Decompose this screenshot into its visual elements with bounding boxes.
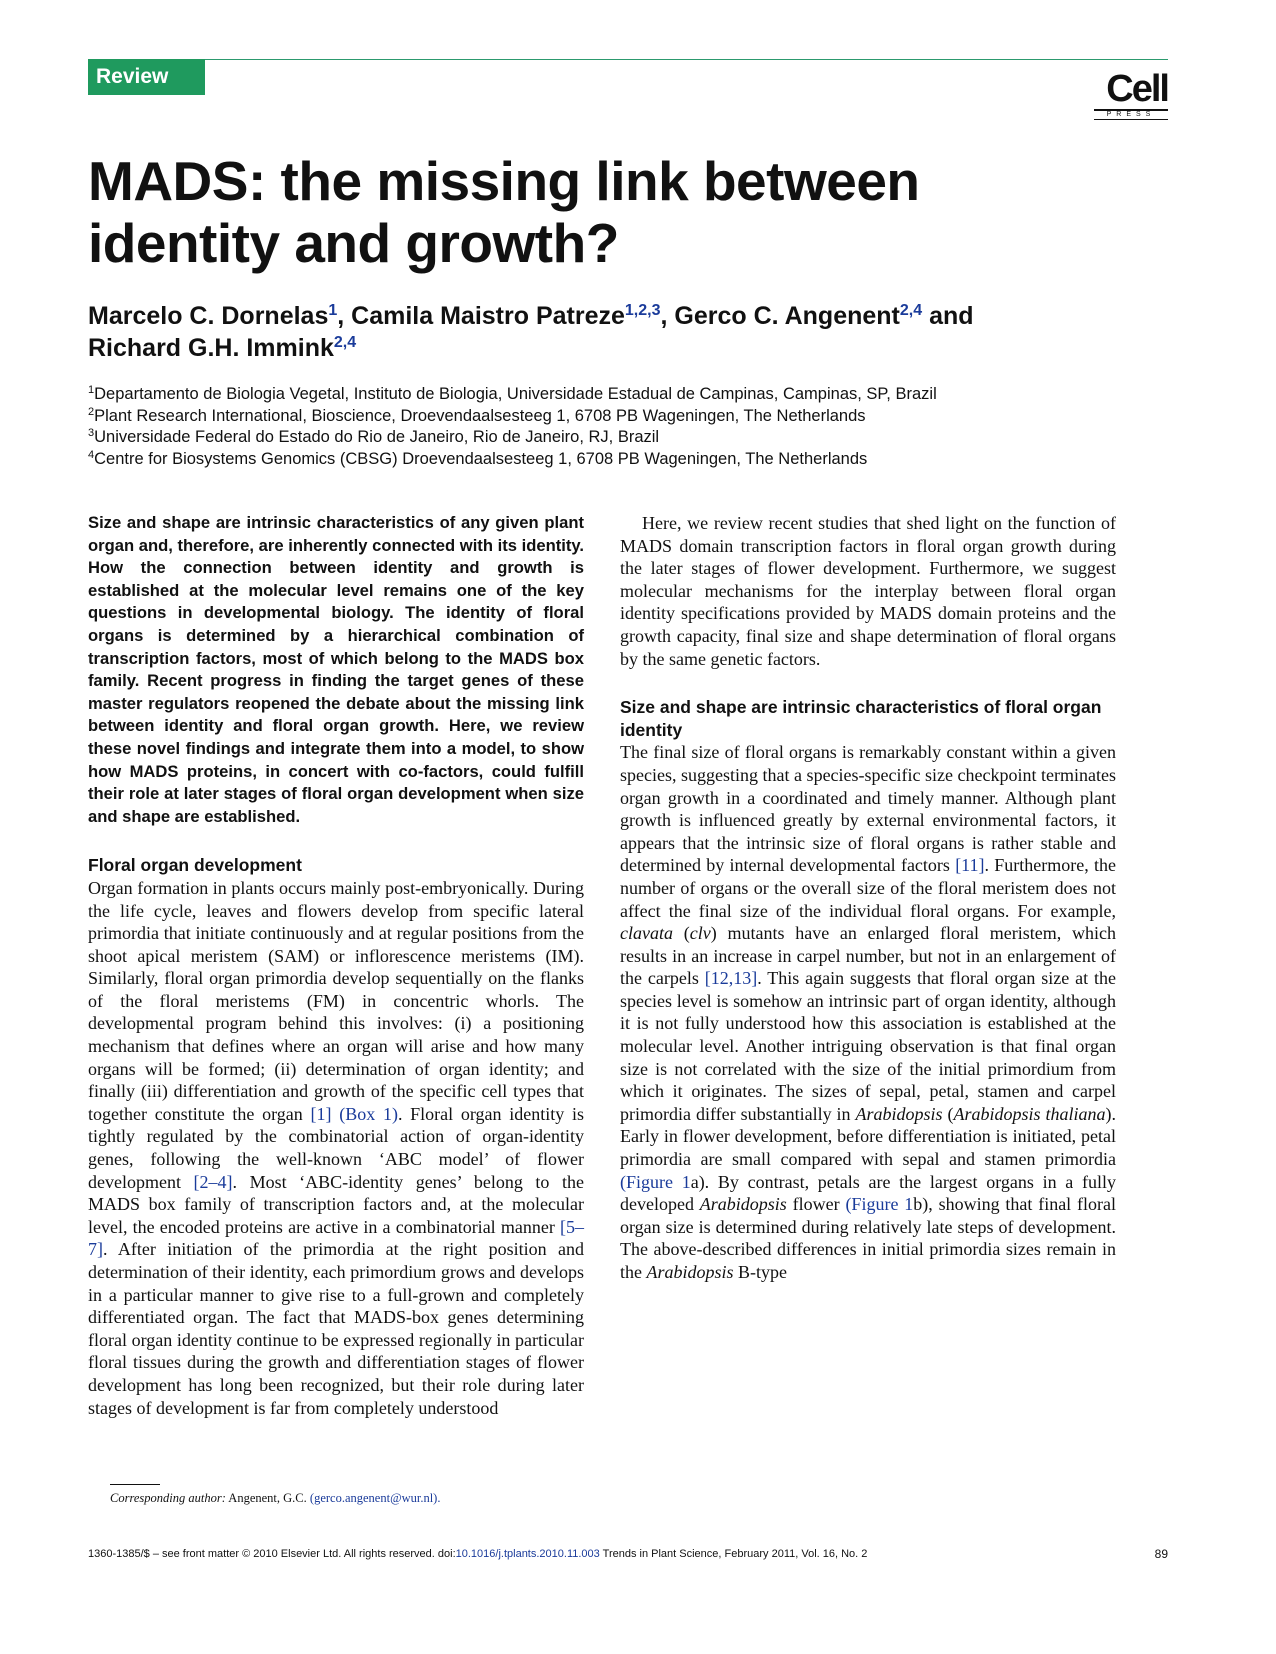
body-paragraph xyxy=(88,877,584,1419)
text-run: b), showing that final floral organ size is determined during relatively late steps of development. The above-described differences in initial primordia sizes remain in the xyxy=(620,1194,1116,1282)
species-name: Arabidopsis xyxy=(646,1262,734,1282)
author-affiliation-ref[interactable]: 2,4 xyxy=(899,302,923,319)
citation-link[interactable]: [5–7] xyxy=(88,1216,584,1260)
author-name: Marcelo C. Dornelas xyxy=(88,302,329,330)
text-run: . After initiation of the primordia at the right position and determination of their identity, each primordium grows and develops in a particular manner to give rise to a full-grown and completely differentiated organ. The fact that MADS-box genes determining floral organ identity continue to be expressed regionally in particular floral tissues during the growth and differentiation stages of flower development has long been recognized, but their role during later stages of development is far from completely understood xyxy=(88,1239,584,1418)
left-column xyxy=(88,512,584,1419)
species-name: Arabidopsis xyxy=(855,1103,943,1124)
section-heading: Floral organ development xyxy=(88,855,302,876)
affiliation-number: 3 xyxy=(88,427,95,439)
author-name: Camila Maistro Patreze xyxy=(351,302,625,330)
figure-link[interactable]: (Figure 1 xyxy=(845,1194,914,1215)
cell-press-logo xyxy=(1094,70,1168,120)
title-line-2: identity and growth? xyxy=(88,212,619,274)
doi-link[interactable]: 10.1016/j.tplants.2010.11.003 xyxy=(455,1548,600,1560)
affiliation-number: 2 xyxy=(88,405,95,418)
footnote-name: Angenent, G.C. xyxy=(225,1491,310,1505)
text-run: ( xyxy=(672,923,690,944)
text-run: ) mutants have an enlarged floral meristem, which results in an increase in carpel number, but not in an enlargement of the carpels xyxy=(620,923,1117,989)
email-link[interactable]: (gerco.angenent@wur.nl). xyxy=(309,1491,441,1505)
text-run: . Furthermore, the number of organs or the overall size of the floral meristem does not affect the final size of the individual floral organs. For example, xyxy=(620,855,1117,921)
corresponding-author-note xyxy=(110,1490,440,1506)
text-run: Organ formation in plants occurs mainly post-embryonically. During the life cycle, leaves and flowers develop from specific lateral primordia that initiate continuously and at regular positions from the shoot apical meristem (SAM) or inflorescence meristems (IM). Similarly, floral organ primordia develop sequentially on the flanks of the floral meristems (FM) in concentric whorls. The developmental program behind this involves: (i) a positioning mechanism that defines where an organ will arise and how many organs will be formed; (ii) determination of organ identity; and finally (iii) differentiation and growth of the specific cell types that together constitute the organ xyxy=(88,877,584,1124)
section-heading: Size and shape are intrinsic characteristics of floral organ identity xyxy=(620,697,1102,740)
affiliation-text: Plant Research International, Bioscience, Droevendaalsesteeg 1, 6708 PB Wageningen, The Netherlands xyxy=(94,406,866,425)
author-name: Richard G.H. Immink xyxy=(88,334,334,362)
footer-journal: Trends in Plant Science, February 2011, Vol. 16, No. 2 xyxy=(599,1548,868,1560)
author-affiliation-ref[interactable]: 1,2,3 xyxy=(624,302,661,319)
title-line-1: MADS: the missing link between xyxy=(88,150,920,212)
text-run: . Floral organ identity is tightly regulated by the combinatorial action of organ-identity genes, following the well-known ‘ABC model’ of flower development xyxy=(88,1103,584,1192)
affiliation-text: Departamento de Biologia Vegetal, Instituto de Biologia, Universidade Estadual de Campinas, Campinas, SP, Brazil xyxy=(94,385,937,403)
footnote-rule xyxy=(110,1484,160,1485)
page-number: 89 xyxy=(1154,1547,1168,1561)
citation-link[interactable]: [1] xyxy=(310,1103,332,1124)
affiliation xyxy=(88,427,1178,449)
text-run: . Most ‘ABC-identity genes’ belong to the MADS box family of transcription factors and, at the molecular level, the encoded proteins are active in a combinatorial manner xyxy=(88,1171,584,1237)
text-run: a). By contrast, petals are the largest organs in a fully developed xyxy=(620,1171,1116,1215)
species-name: Arabidopsis thaliana xyxy=(953,1103,1106,1124)
affiliation-number: 1 xyxy=(88,384,95,396)
citation-link[interactable]: [12,13] xyxy=(704,968,758,989)
text-run: flower xyxy=(786,1194,846,1215)
text-run: ( xyxy=(942,1103,954,1124)
citation-link[interactable]: [2–4] xyxy=(193,1171,233,1192)
gene-name: clavata xyxy=(620,923,673,944)
footnote-label: Corresponding author: xyxy=(110,1491,226,1505)
text-run: . This again suggests that floral organ size at the species level is somehow an intrinsic part of organ identity, although it is not fully understood how this association is established at the molecular level. Another intriguing observation is that final organ size is not correlated with the size of the initial primordium from which it originates. The sizes of sepal, petal, stamen and carpel primordia differ substantially in xyxy=(620,968,1116,1124)
abstract: Size and shape are intrinsic characteristics of any given plant organ and, therefore, are inherently connected with its identity. How the connection between identity and growth is established at the molecular level remains one of the key questions in developmental biology. The identity of floral organs is determined by a hierarchical combination of transcription factors, most of which belong to the MADS box family. Recent progress in finding the target genes of these master regulators reopened the debate about the missing link between identity and floral organ growth. Here, we review these novel findings and integrate them into a model, to show how MADS proteins, in concert with co-factors, could fulfill their role at later stages of floral organ development when size and shape are established. xyxy=(88,513,584,826)
affiliation xyxy=(88,449,1178,471)
article-title xyxy=(88,150,1088,274)
affiliation-number: 4 xyxy=(88,448,95,461)
right-column xyxy=(620,512,1116,1284)
affiliation-list xyxy=(88,384,1178,470)
author-separator: , xyxy=(660,302,675,330)
figure-link[interactable]: (Figure 1 xyxy=(620,1171,691,1192)
footer-text: 1360-1385/$ – see front matter © 2010 Elsevier Ltd. All rights reserved. doi: xyxy=(88,1548,456,1560)
author-list xyxy=(88,300,1178,364)
gene-name: clv xyxy=(689,923,711,944)
logo-word: Cell xyxy=(1106,68,1168,110)
article-type-tag: Review xyxy=(88,59,205,95)
affiliation-text: Universidade Federal do Estado do Rio de Janeiro, Rio de Janeiro, RJ, Brazil xyxy=(94,428,660,446)
author-separator: and xyxy=(922,302,974,330)
affiliation xyxy=(88,406,1178,428)
box-link[interactable]: (Box 1) xyxy=(339,1103,398,1124)
author-separator: , xyxy=(337,302,352,330)
affiliation xyxy=(88,384,1178,406)
author-affiliation-ref[interactable]: 2,4 xyxy=(333,334,357,351)
affiliation-text: Centre for Biosystems Genomics (CBSG) Droevendaalsesteeg 1, 6708 PB Wageningen, The Netherlands xyxy=(94,449,868,468)
author-affiliation-ref[interactable]: 1 xyxy=(328,302,338,319)
author-name: Gerco C. Angenent xyxy=(674,302,900,330)
text-run: The final size of floral organs is remarkably constant within a given species, suggesting that a species-specific size checkpoint terminates organ growth in a coordinated and timely manner. Although plant growth is influenced greatly by external environmental factors, it appears that the intrinsic size of floral organs is rather stable and determined by internal developmental factors xyxy=(620,742,1116,876)
species-name: Arabidopsis xyxy=(699,1194,787,1215)
body-paragraph xyxy=(620,741,1116,1283)
body-paragraph: Here, we review recent studies that shed light on the function of MADS domain transcription factors in floral organ growth during the later stages of flower development. Furthermore, we suggest molecular mechanisms for the interplay between floral organ identity specifications provided by MADS domain proteins and the growth capacity, final size and shape determination of floral organs by the same genetic factors. xyxy=(620,513,1116,669)
citation-link[interactable]: [11] xyxy=(955,855,985,876)
page-footer xyxy=(88,1547,1168,1561)
logo-press: PRESS xyxy=(1094,109,1168,120)
text-run: ). Early in flower development, before differentiation is initiated, petal primordia are small compared with sepal and stamen primordia xyxy=(620,1103,1117,1170)
text-run: B-type xyxy=(733,1262,788,1282)
header-rule xyxy=(88,59,1168,60)
